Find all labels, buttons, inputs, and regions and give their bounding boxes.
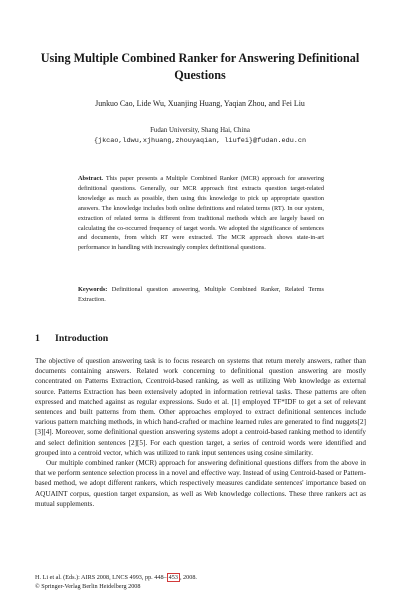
keywords-label: Keywords:: [78, 286, 108, 293]
author-list: Junkuo Cao, Lide Wu, Xuanjing Huang, Yaqian Zhou, and Fei Liu: [95, 99, 305, 108]
body-text: [35, 356, 366, 509]
body-paragraph: Our multiple combined ranker (MCR) approach for answering definitional questions differs from the above in that we perform sentence selection process in a novel and effective way. Instead of using Centroid-based or Pattern-based method, we adopt different rankers, which respectively measures candidate sentences' importance based on AQUAINT corpus, question target expansion, as well as Web knowledge collections. These three rankers act as mutual supplements.: [35, 459, 366, 508]
citation-prefix: H. Li et al. (Eds.): AIRS 2008, LNCS 4993, pp. 448–: [35, 574, 167, 581]
paper-title: Using Multiple Combined Ranker for Answering Definitional Questions: [40, 51, 360, 82]
body-paragraph: The objective of question answering task is to focus research on systems that return merely answers, rather than documents containing answers. Related work concerning to definitional question answering are mostly concentrated on Patterns Extraction, Ccentroid-based ranking, as well as utilizing Web knowledge as external source. Patterns Extraction has been extensively adopted in information retrieval tasks. These patterns are often expressed and matched against as regular expressions. Sudo et al. [1] employed TF*IDF to get a set of relevant sentences and built patterns from them. Other approaches employed to extract definitional sentences include various pattern matching methods, in which hand-crafted or machine learned rules are generated to find nuggets[2][3][4]. Moreover, some definitional question answering systems adopt a centroid-based ranking method to identify and select definition sentences [2][5]. For each question target, a series of centroid words were identified and grouped into a centroid vector, which was utilized to rank input sentences using cosine similarity.: [35, 357, 366, 457]
keywords-text: Definitional question answering, Multiple Combined Ranker, Related Terms Extraction.: [78, 286, 324, 303]
affiliation: Fudan University, Shang Hai, China: [150, 127, 250, 134]
citation-page-link[interactable]: 453: [168, 574, 178, 581]
abstract-block: [78, 174, 324, 253]
keywords-block: [78, 285, 324, 305]
section-number: 1: [35, 333, 40, 344]
page-footer: [35, 573, 197, 591]
section-title: Introduction: [55, 333, 109, 344]
citation-suffix: , 2008.: [179, 574, 197, 581]
section-heading: [35, 333, 108, 345]
author-emails: {jkcao,ldwu,xjhuang,zhouyaqian, liufei}@fudan.edu.cn: [93, 137, 307, 145]
abstract-label: Abstract.: [78, 175, 104, 182]
copyright-line: © Springer-Verlag Berlin Heidelberg 2008: [35, 583, 141, 590]
citation-line: [35, 573, 197, 582]
abstract-text: This paper presents a Multiple Combined Ranker (MCR) approach for answering definitional questions. Generally, our MCR approach first extracts question target-related knowledge as much as possible, then using this knowledge to pick up appropriate question answers. The knowledge includes both online definitions and related terms (RT). In our system, extraction of related terms is different from traditional methods which are largely based on calculating the co-occurred frequency of target words. We adopted the significance of sentences and documents, from which RT were extracted. The MCR approach shows state-in-art performance in handling with increasingly complex definitional questions.: [78, 175, 324, 252]
